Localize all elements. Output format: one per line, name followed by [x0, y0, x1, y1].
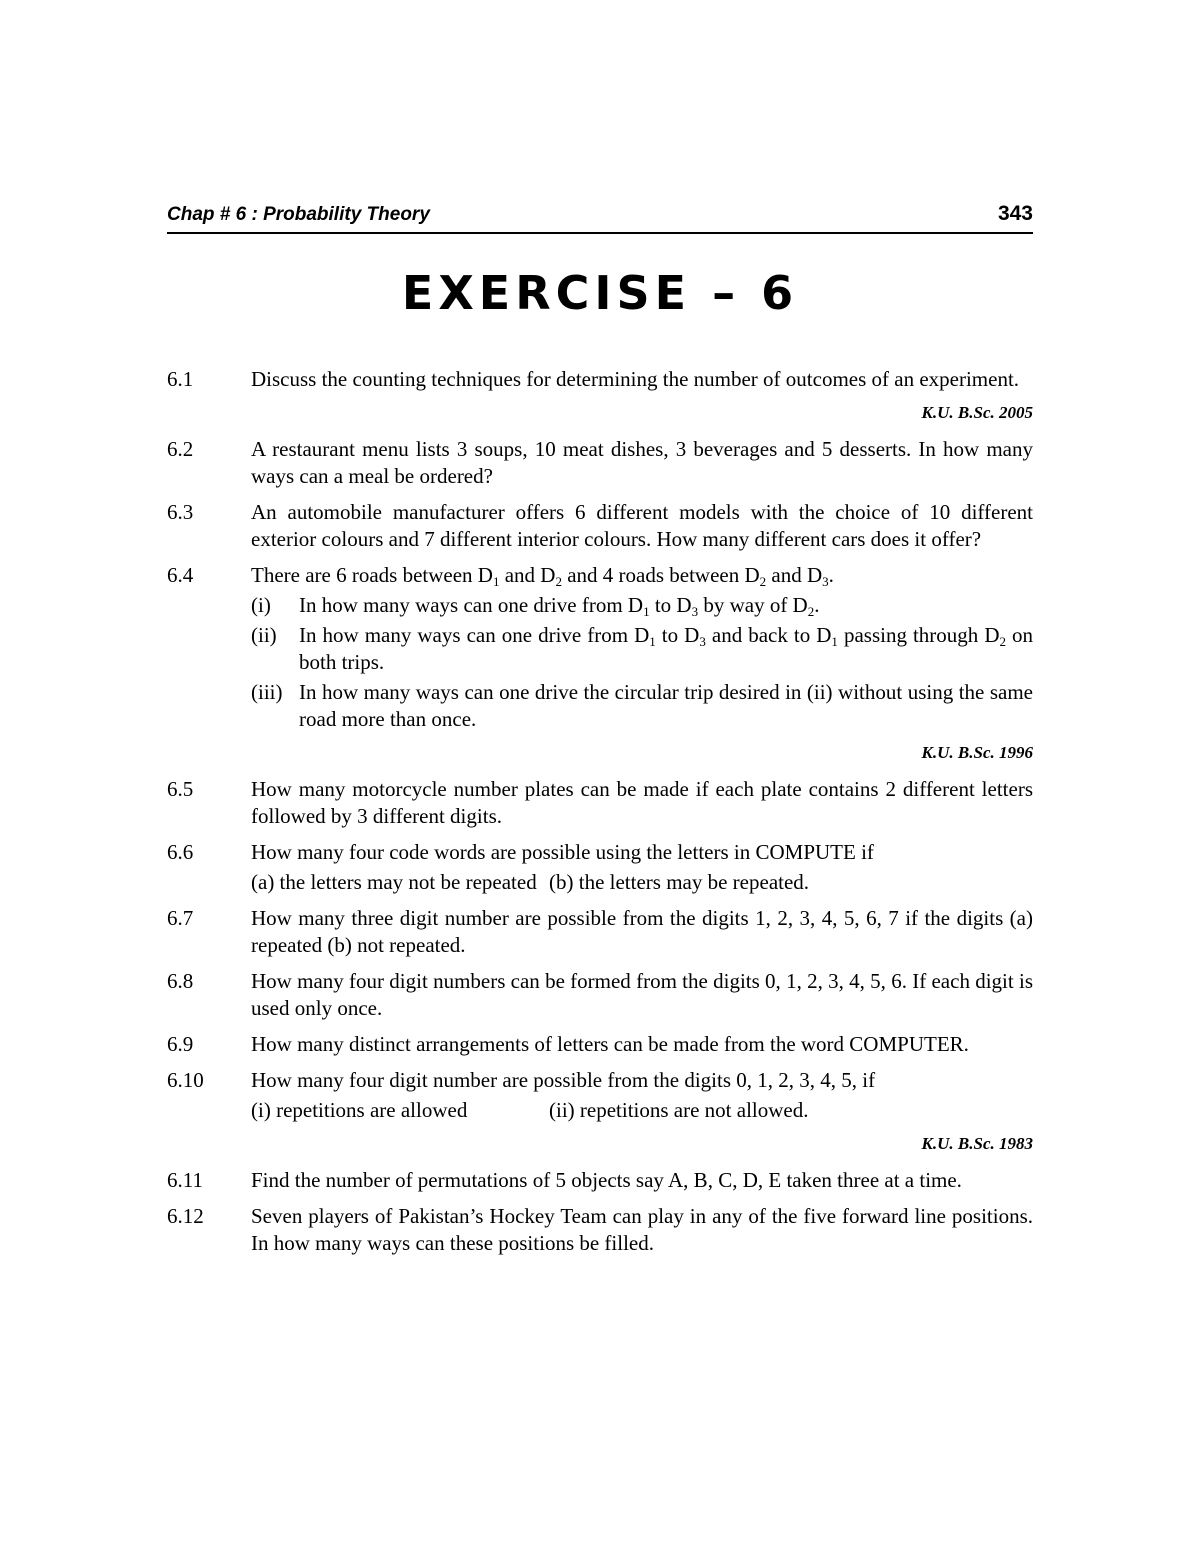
option-b: (b) the letters may be repeated.: [549, 870, 810, 894]
question-number: 6.11: [167, 1168, 203, 1192]
running-header: [167, 204, 1033, 234]
sub-question-number: (ii): [251, 623, 277, 647]
question-text: There are 6 roads between $D_1$ and $D_2$ and 4 roads between $D_2$ and $D_3$.: [251, 563, 834, 589]
question-text: How many four digit numbers can be formed from the digits 0, 1, 2, 3, 4, 5, 6. If each digit is used only once.: [251, 969, 1033, 1020]
question-text: Discuss the counting techniques for determining the number of outcomes of an experiment.: [251, 367, 1020, 391]
sub-question-iii: [251, 679, 1033, 733]
question-6-4: [167, 562, 1033, 733]
question-6-8: [167, 968, 1033, 1022]
option-ii: (ii) repetitions are not allowed.: [549, 1098, 809, 1122]
option-i: (i) repetitions are allowed: [251, 1098, 468, 1122]
question-number: 6.9: [167, 1032, 194, 1056]
question-6-12: [167, 1203, 1033, 1257]
question-text: How many distinct arrangements of letters can be made from the word COMPUTER.: [251, 1032, 969, 1056]
sub-question-text: In how many ways can one drive the circular trip desired in (ii) without using the same road more than once.: [299, 680, 1033, 731]
question-number: 6.1: [167, 367, 194, 391]
sub-question-number: (iii): [251, 680, 283, 704]
question-text: Seven players of Pakistan’s Hockey Team can play in any of the five forward line positions. In how many ways can these positions be filled.: [251, 1204, 1033, 1255]
question-list: [167, 366, 1033, 1266]
question-6-11: [167, 1167, 1033, 1194]
question-text: How many motorcycle number plates can be made if each plate contains 2 different letters followed by 3 different digits.: [251, 777, 1033, 828]
question-6-1: [167, 366, 1033, 393]
question-number: 6.12: [167, 1204, 204, 1228]
question-6-3: [167, 499, 1033, 553]
sub-question-i: (i) In how many ways can one drive from $D_1$ to $D_3$ by way of $D_2$.: [251, 593, 820, 619]
question-6-10: [167, 1067, 1033, 1124]
question-number: 6.4: [167, 563, 194, 587]
question-6-7: [167, 905, 1033, 959]
question-6-9: [167, 1031, 1033, 1058]
option-row: [251, 1097, 1033, 1124]
question-number: 6.7: [167, 906, 194, 930]
exercise-title: EXERCISE – 6: [401, 266, 799, 320]
question-6-2: [167, 436, 1033, 490]
question-text: How many four code words are possible using the letters in COMPUTE if: [251, 840, 874, 864]
question-number: 6.5: [167, 777, 194, 801]
question-number: 6.8: [167, 969, 194, 993]
question-6-6: [167, 839, 1033, 896]
chapter-title: Chap # 6 : Probability Theory: [167, 204, 430, 225]
question-text: An automobile manufacturer offers 6 different models with the choice of 10 different exterior colours and 7 different interior colours. How many different cars does it offer?: [251, 500, 1033, 551]
question-text: Find the number of permutations of 5 objects say A, B, C, D, E taken three at a time.: [251, 1168, 962, 1192]
sub-question-ii: (ii) In how many ways can one drive from $D_1$ to $D_3$ and back to $D_1$ passing through $D_2$ on both trips.: [251, 623, 1034, 674]
question-text: A restaurant menu lists 3 soups, 10 meat dishes, 3 beverages and 5 desserts. In how many ways can a meal be ordered?: [251, 437, 1033, 488]
question-number: 6.3: [167, 500, 194, 524]
question-text: How many three digit number are possible from the digits 1, 2, 3, 4, 5, 6, 7 if the digits (a) repeated (b) not repeated.: [251, 906, 1033, 957]
question-text: How many four digit number are possible from the digits 0, 1, 2, 3, 4, 5, if: [251, 1068, 876, 1092]
question-number: 6.2: [167, 437, 194, 461]
question-number: 6.10: [167, 1068, 204, 1092]
sub-question-number: (i): [251, 593, 271, 617]
source-reference: K.U. B.Sc. 2005: [921, 403, 1033, 422]
option-row: [251, 869, 1033, 896]
option-a: (a) the letters may not be repeated: [251, 870, 537, 894]
page-number: 343: [997, 202, 1033, 225]
question-number: 6.6: [167, 840, 194, 864]
question-6-5: [167, 776, 1033, 830]
source-reference: K.U. B.Sc. 1983: [921, 1134, 1033, 1153]
source-reference: K.U. B.Sc. 1996: [921, 743, 1033, 762]
